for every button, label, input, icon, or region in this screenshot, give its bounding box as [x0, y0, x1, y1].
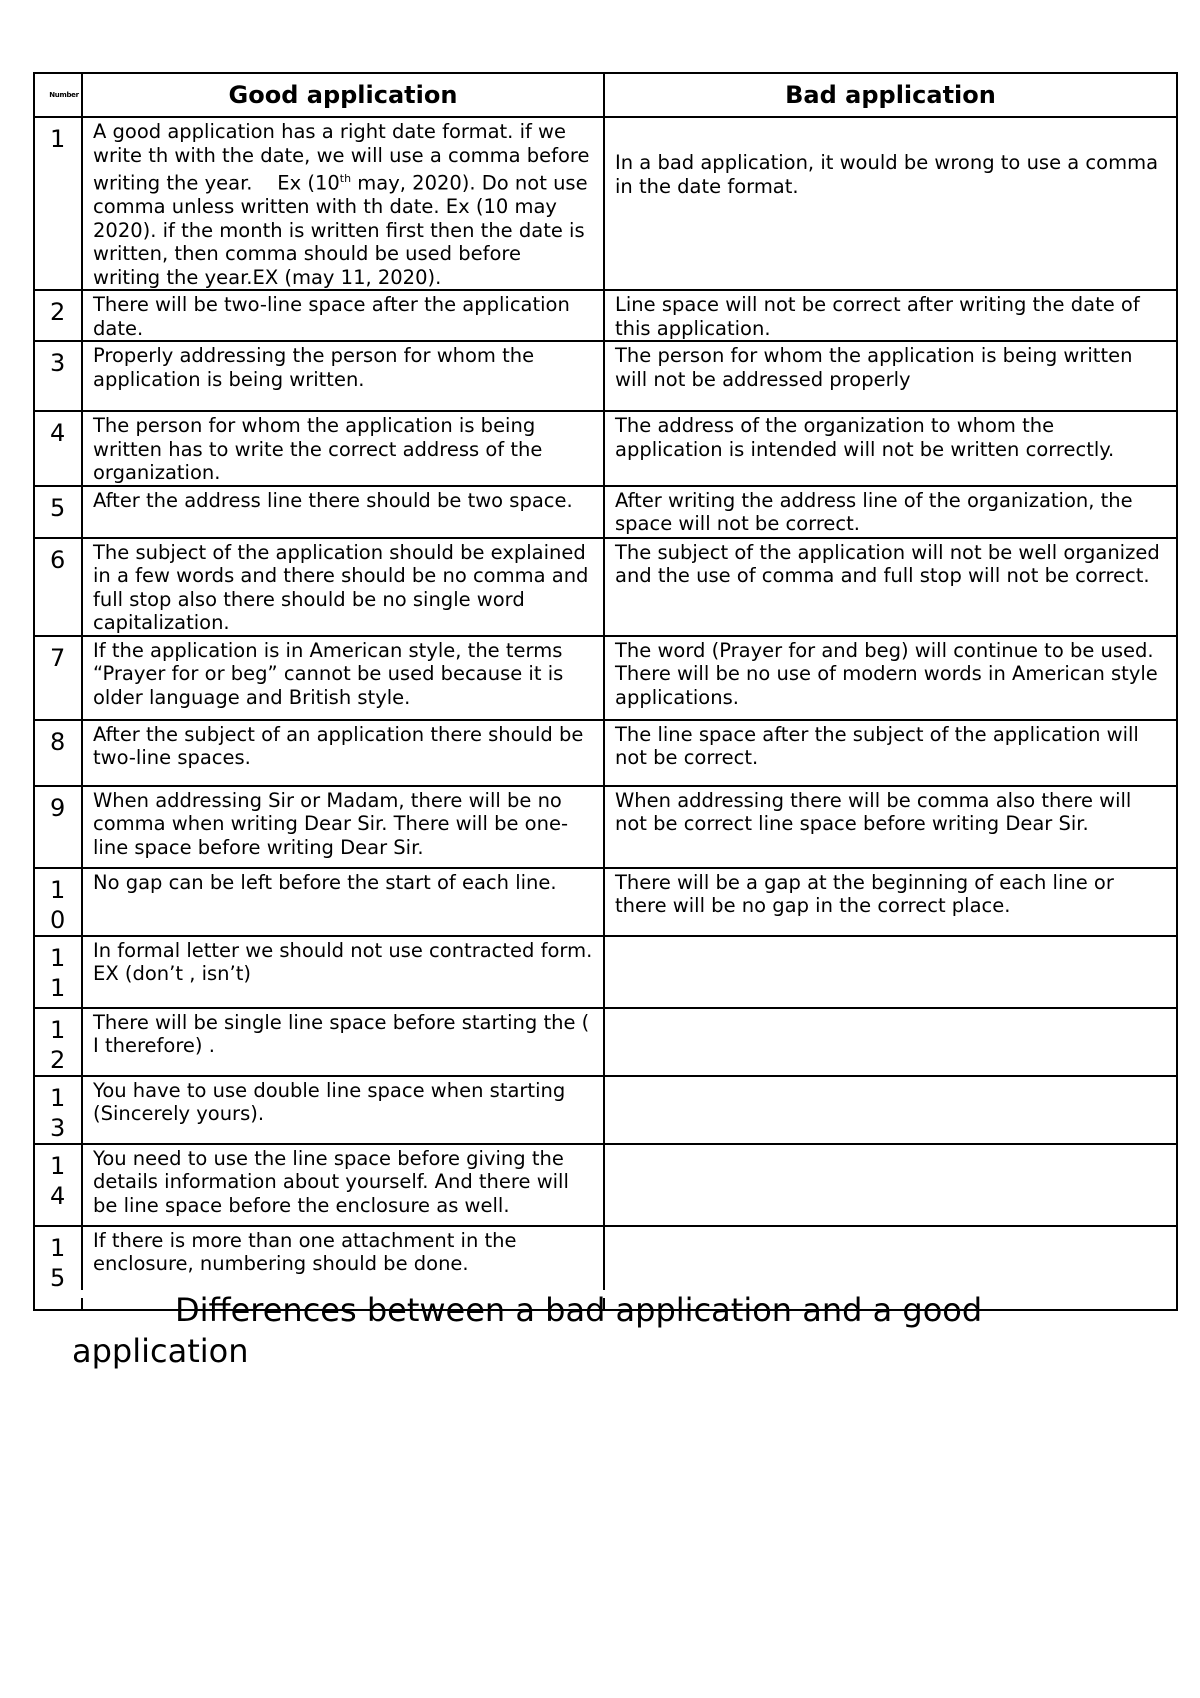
row-number: 8 [34, 720, 82, 786]
bad-cell: After writing the address line of the organization, the space will not be correct. [604, 486, 1177, 538]
bad-cell: The address of the organization to whom the application is intended will not be written correctly. [604, 411, 1177, 486]
table-row [34, 341, 1177, 411]
table-row [34, 538, 1177, 636]
header-number: Number [34, 73, 82, 117]
good-cell: There will be single line space before starting the ( I therefore) . [82, 1008, 604, 1076]
document-caption: Differences between a bad application and a good application [72, 1291, 983, 1370]
good-cell: The person for whom the application is being written has to write the correct address of the organization. [82, 411, 604, 486]
row-number: 15 [34, 1226, 82, 1310]
bad-cell: The subject of the application will not be well organized and the use of comma and full stop will not be correct. [604, 538, 1177, 636]
row-number: 9 [34, 786, 82, 868]
row-number: 4 [34, 411, 82, 486]
good-cell: After the address line there should be two space. [82, 486, 604, 538]
good-cell: If there is more than one attachment in the enclosure, numbering should be done. [82, 1226, 604, 1310]
table-row [34, 117, 1177, 290]
good-cell: After the subject of an application there should be two-line spaces. [82, 720, 604, 786]
bad-cell: When addressing there will be comma also there will not be correct line space before writing Dear Sir. [604, 786, 1177, 868]
table-row [34, 1144, 1177, 1226]
row-number: 5 [34, 486, 82, 538]
table-header-row [34, 73, 1177, 117]
good-cell: A good application has a right date format. if we write th with the date, we will use a comma before writing the year. Ex (10th may, 2020). Do not use comma unless written with th date. Ex (10 may 2020). if the month is written first then the date is written, then comma should be used before writing the year.EX (may 11, 2020). [82, 117, 604, 290]
bad-cell: In a bad application, it would be wrong to use a comma in the date format. [604, 117, 1177, 290]
good-cell: Properly addressing the person for whom the application is being written. [82, 341, 604, 411]
bad-cell: The person for whom the application is being written will not be addressed properly [604, 341, 1177, 411]
table-row [34, 290, 1177, 341]
row-number: 3 [34, 341, 82, 411]
row-number: 6 [34, 538, 82, 636]
good-cell: When addressing Sir or Madam, there will be no comma when writing Dear Sir. There will be one-line space before writing Dear Sir. [82, 786, 604, 868]
good-cell: You need to use the line space before giving the details information about yourself. And there will be line space before the enclosure as well. [82, 1144, 604, 1226]
row-number: 11 [34, 936, 82, 1008]
table-row [34, 411, 1177, 486]
bad-cell [604, 1008, 1177, 1076]
bad-cell: There will be a gap at the beginning of each line or there will be no gap in the correct place. [604, 868, 1177, 936]
bad-cell: The line space after the subject of the application will not be correct. [604, 720, 1177, 786]
header-good-application: Good application [82, 73, 604, 117]
table-row [34, 786, 1177, 868]
table-row [34, 720, 1177, 786]
good-cell: The subject of the application should be explained in a few words and there should be no comma and full stop also there should be no single word capitalization. [82, 538, 604, 636]
table-row [34, 1076, 1177, 1144]
table-row [34, 1008, 1177, 1076]
good-cell: In formal letter we should not use contracted form. EX (don’t , isn’t) [82, 936, 604, 1008]
row-number: 13 [34, 1076, 82, 1144]
row-number: 7 [34, 636, 82, 720]
table-row [34, 486, 1177, 538]
comparison-table [33, 72, 1178, 1311]
bad-cell: Line space will not be correct after writing the date of this application. [604, 290, 1177, 341]
bad-cell [604, 936, 1177, 1008]
table-row [34, 868, 1177, 936]
table-row [34, 936, 1177, 1008]
bad-cell: The word (Prayer for and beg) will continue to be used. There will be no use of modern words in American style applications. [604, 636, 1177, 720]
good-cell: You have to use double line space when starting (Sincerely yours). [82, 1076, 604, 1144]
table-row [34, 636, 1177, 720]
row-number: 2 [34, 290, 82, 341]
bad-cell [604, 1144, 1177, 1226]
row-number: 10 [34, 868, 82, 936]
good-cell: No gap can be left before the start of each line. [82, 868, 604, 936]
row-number: 12 [34, 1008, 82, 1076]
row-number: 14 [34, 1144, 82, 1226]
good-cell: If the application is in American style, the terms “Prayer for or beg” cannot be used because it is older language and British style. [82, 636, 604, 720]
header-bad-application: Bad application [604, 73, 1177, 117]
good-cell: There will be two-line space after the application date. [82, 290, 604, 341]
row-number: 1 [34, 117, 82, 290]
bad-cell [604, 1076, 1177, 1144]
